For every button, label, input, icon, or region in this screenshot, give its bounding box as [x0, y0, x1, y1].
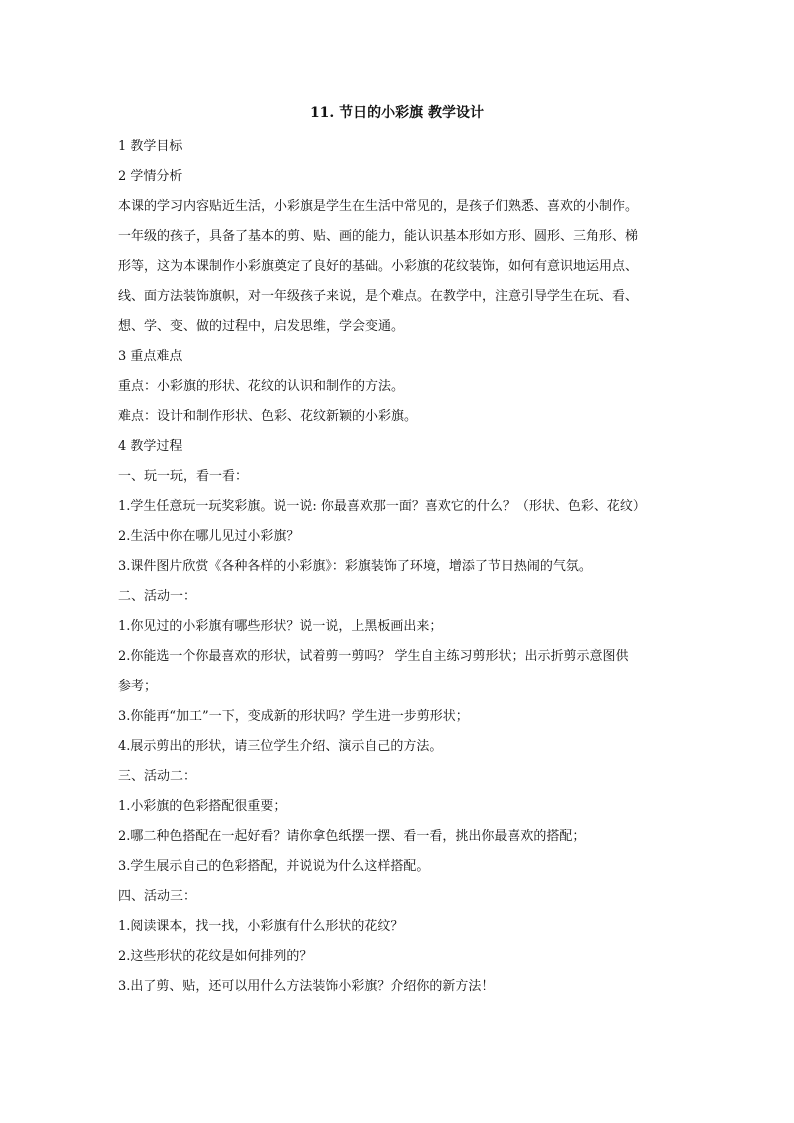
- paragraph-line: 线、面方法装饰旗帜，对一年级孩子来说，是个难点。在教学中，注意引导学生在玩、看、: [118, 289, 639, 304]
- list-item: 2.这些形状的花纹是如何排列的？: [118, 949, 313, 964]
- subsection-heading: 一、玩一玩，看一看：: [118, 469, 249, 484]
- list-item: 1.学生任意玩一玩奖彩旗。说一说: 你最喜欢那一面？喜欢它的什么？（形状、色彩、花纹）: [118, 499, 646, 514]
- list-item-continuation: 参考；: [118, 679, 158, 694]
- subsection-heading: 四、活动三：: [118, 889, 197, 904]
- list-item: 4.展示剪出的形状，请三位学生介绍、演示自己的方法。: [118, 739, 443, 754]
- paragraph-line: 形等，这为本课制作小彩旗奠定了良好的基础。小彩旗的花纹装饰，如何有意识地运用点、: [118, 259, 639, 274]
- paragraph-line: 本课的学习内容贴近生活，小彩旗是学生在生活中常见的，是孩子们熟悉、喜欢的小制作。: [118, 199, 639, 214]
- subsection-heading: 二、活动一：: [118, 589, 197, 604]
- list-item: 2.哪二种色搭配在一起好看？请你拿色纸摆一摆、看一看，挑出你最喜欢的搭配；: [118, 829, 586, 844]
- document-body: [118, 132, 680, 1002]
- section-heading-analysis: 2 学情分析: [118, 169, 183, 184]
- list-item: 1.小彩旗的色彩搭配很重要；: [118, 799, 287, 814]
- list-item: 1.你见过的小彩旗有哪些形状？说一说，上黑板画出来；: [118, 619, 443, 634]
- section-heading-objectives: 1 教学目标: [118, 139, 183, 154]
- section-heading-key-points: 3 重点难点: [118, 349, 183, 364]
- list-item: 2.你能选一个你最喜欢的形状，试着剪一剪吗？ 学生自主练习剪形状；出示折剪示意图供: [118, 649, 629, 664]
- subsection-heading: 三、活动二：: [118, 769, 197, 784]
- list-item: 1.阅读课本，找一找，小彩旗有什么形状的花纹？: [118, 919, 404, 934]
- paragraph-line: 难点：设计和制作形状、色彩、花纹新颖的小彩旗。: [118, 409, 418, 424]
- list-item: 3.课件图片欣赏《各种各样的小彩旗》：彩旗装饰了环境，增添了节日热闹的气氛。: [118, 559, 592, 574]
- list-item: 3.你能再“加工”一下，变成新的形状吗？学生进一步剪形状；: [118, 709, 469, 724]
- document-title: 11. 节日的小彩旗 教学设计: [309, 105, 485, 121]
- paragraph-line: 一年级的孩子，具备了基本的剪、贴、画的能力，能认识基本形如方形、圆形、三角形、梯: [118, 229, 639, 244]
- list-item: 3.出了剪、贴，还可以用什么方法装饰小彩旗？介绍你的新方法！: [118, 979, 495, 994]
- list-item: 2.生活中你在哪儿见过小彩旗？: [118, 529, 300, 544]
- list-item: 3.学生展示自己的色彩搭配，并说说为什么这样搭配。: [118, 859, 430, 874]
- paragraph-line: 重点：小彩旗的形状、花纹的认识和制作的方法。: [118, 379, 405, 394]
- section-heading-process: 4 教学过程: [118, 439, 183, 454]
- paragraph-line: 想、学、变、做的过程中，启发思维，学会变通。: [118, 319, 405, 334]
